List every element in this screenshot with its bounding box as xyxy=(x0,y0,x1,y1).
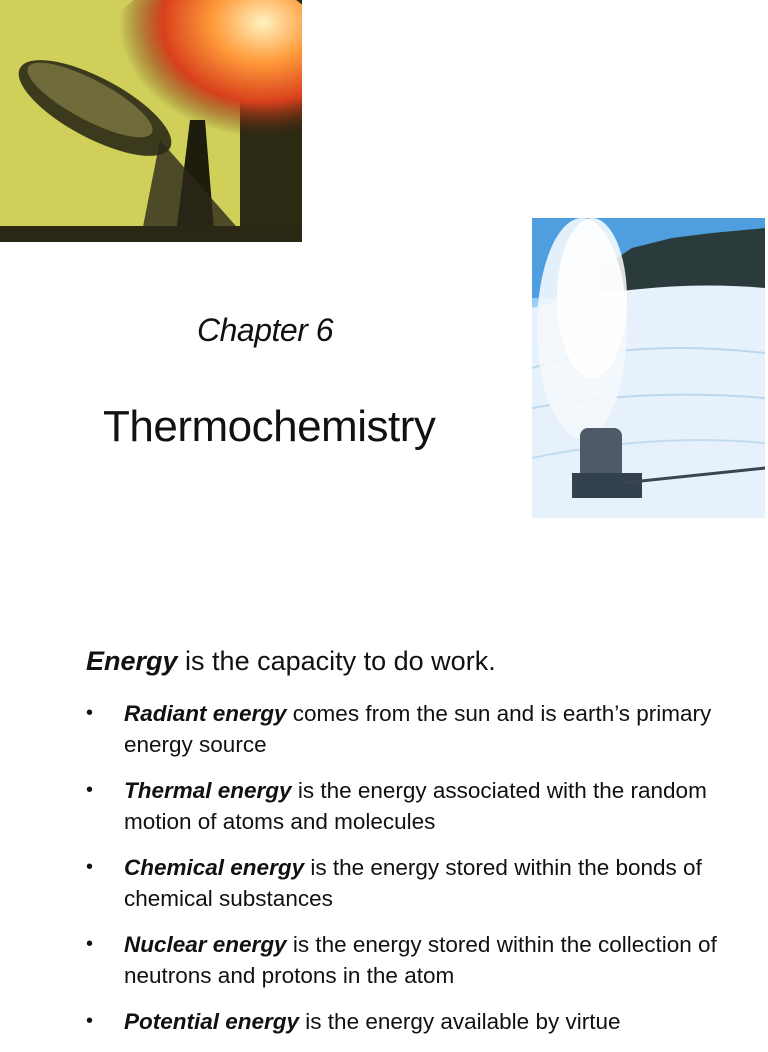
list-item xyxy=(86,852,726,914)
list-item xyxy=(86,698,726,760)
bullet-text: is the energy stored within the bonds of chemical substances xyxy=(124,855,702,911)
list-item xyxy=(86,775,726,837)
energy-term: Energy xyxy=(86,646,178,676)
energy-definition-text: is the capacity to do work. xyxy=(177,646,496,676)
bullet-text: is the energy stored within the collection of neutrons and protons in the atom xyxy=(124,932,717,988)
energy-types-list xyxy=(86,698,726,1052)
chapter-label: Chapter 6 xyxy=(197,312,334,348)
bullet-icon: • xyxy=(86,933,94,955)
bullet-term: Chemical energy xyxy=(124,855,305,880)
bullet-term: Potential energy xyxy=(124,1009,300,1034)
hindenburg-photo-art xyxy=(0,0,302,242)
bullet-icon: • xyxy=(86,856,94,878)
bullet-icon: • xyxy=(86,1010,94,1032)
energy-definition xyxy=(86,646,496,677)
bullet-text: is the energy available by virtue xyxy=(299,1009,621,1034)
bullet-term: Radiant energy xyxy=(124,701,287,726)
bullet-text: is the energy associated with the random motion of atoms and molecules xyxy=(124,778,707,834)
bullet-term: Thermal energy xyxy=(124,778,292,803)
bullet-text: comes from the sun and is earth’s primary energy source xyxy=(124,701,712,757)
list-item xyxy=(86,1006,726,1037)
page-title: Thermochemistry xyxy=(103,402,436,451)
bullet-term: Nuclear energy xyxy=(124,932,287,957)
snowmaking-photo xyxy=(532,218,765,518)
bullet-icon: • xyxy=(86,702,94,724)
snowmaking-photo-art xyxy=(532,218,765,518)
list-item xyxy=(86,929,726,991)
hindenburg-photo xyxy=(0,0,302,242)
bullet-icon: • xyxy=(86,779,94,801)
